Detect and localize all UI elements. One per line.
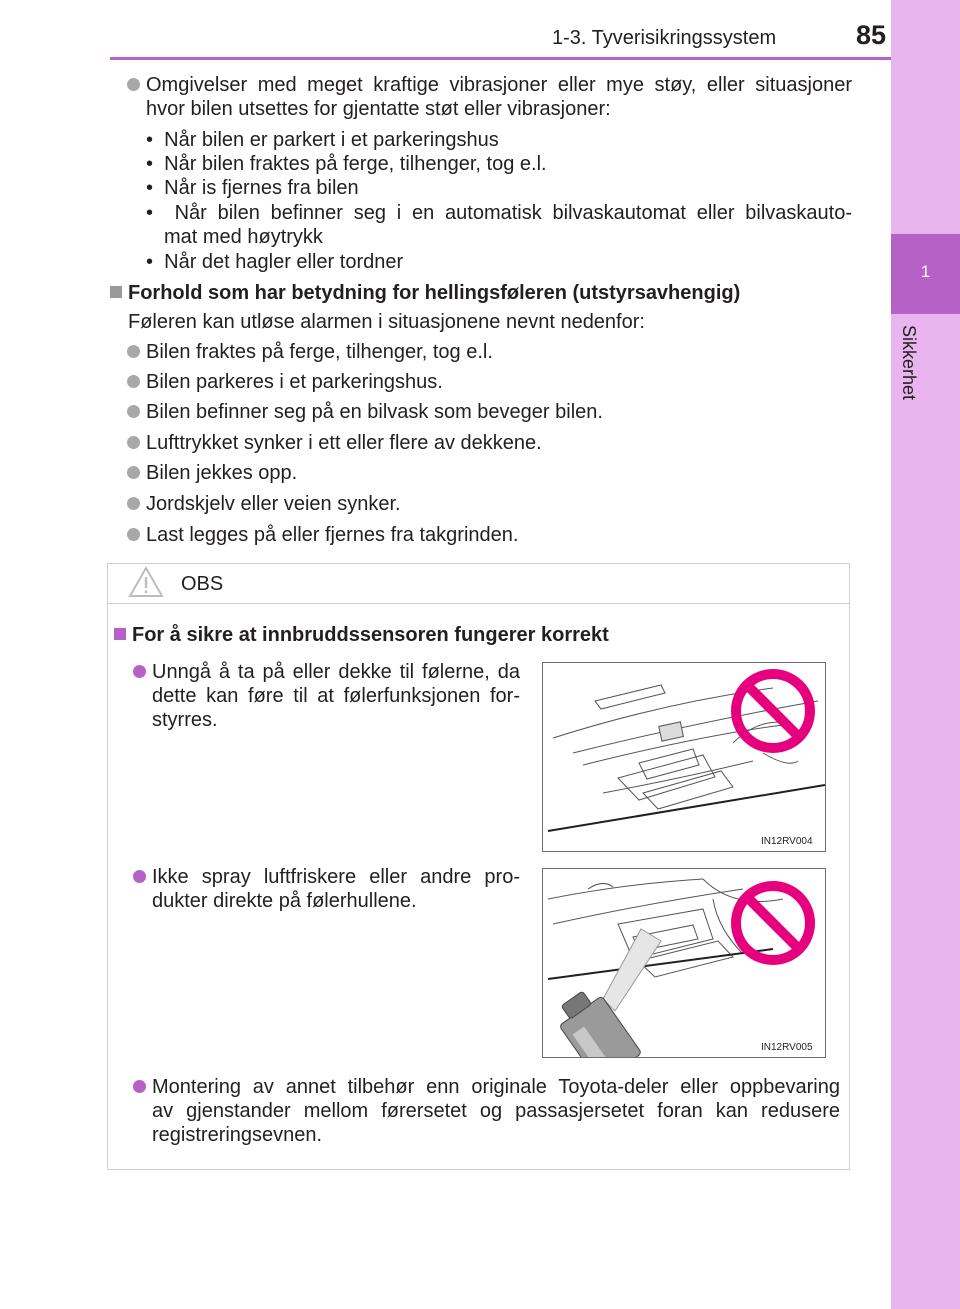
chapter-number: 1 [920,262,931,281]
bullet-icon [127,436,140,449]
list-item: Bilen parkeres i et parkeringshus. [127,370,443,394]
square-icon [114,628,126,640]
caution-item-line: registreringsevnen. [152,1124,323,1146]
caution-item-line: dukter direkte på følerhullene. [152,890,417,912]
caution-item: Montering av annet tilbehør enn originale Toyota-deler eller oppbevaring [133,1075,840,1099]
section-heading: Forhold som har betydning for hellingsføleren (utstyrsavhengig) [110,281,740,305]
bullet-icon [127,345,140,358]
bullet-icon [127,375,140,388]
caution-label: OBS [181,573,224,595]
list-item: Bilen fraktes på ferge, tilhenger, tog e.l. [127,340,493,364]
caution-item-line: av gjenstander mellom førersetet og passasjersetet foran kan redusere [152,1100,840,1122]
section-title: 1-3. Tyverisikringssystem [552,27,777,49]
dash-item-cont: mat med høytrykk [164,226,323,248]
caution-divider [108,603,849,604]
dash-item: • Når bilen befinner seg i en automatisk bilvaskautomat eller bilvaskauto- [146,202,852,224]
intro-bullet-line2: hvor bilen utsettes for gjentatte støt eller vibrasjoner: [146,98,611,120]
dash-item: • Når bilen er parkert i et parkeringshus [146,129,499,151]
caution-item-line: dette kan føre til at følerfunksjonen for- [152,685,520,707]
caution-item: Unngå å ta på eller dekke til følerne, da [133,660,520,684]
overhead-console-illustration [543,663,825,851]
caution-heading: For å sikre at innbruddssensoren fungerer korrekt [114,623,609,647]
warning-triangle-icon [128,566,164,598]
figure-code: IN12RV005 [761,1042,813,1053]
chapter-strip [891,0,960,1309]
bullet-icon [127,528,140,541]
square-icon [110,286,122,298]
dash-item: • Når bilen fraktes på ferge, tilhenger, tog e.l. [146,153,547,175]
intro-bullet: Omgivelser med meget kraftige vibrasjoner eller mye støy, eller situasjoner [127,73,852,97]
bullet-icon [127,497,140,510]
list-item: Bilen befinner seg på en bilvask som beveger bilen. [127,400,603,424]
list-item: Last legges på eller fjernes fra takgrinden. [127,523,518,547]
section-intro: Føleren kan utløse alarmen i situasjonene nevnt nedenfor: [128,311,645,333]
bullet-icon [127,78,140,91]
chapter-label: Sikkerhet [899,325,919,401]
dash-item: • Når det hagler eller tordner [146,251,404,273]
spray-can-illustration [543,869,825,1057]
figure-sensor-cover [542,662,826,852]
bullet-icon [127,405,140,418]
caution-item-line: styrres. [152,709,218,731]
figure-code: IN12RV004 [761,836,813,847]
list-item: Jordskjelv eller veien synker. [127,492,401,516]
caution-item: Ikke spray luftfriskere eller andre pro- [133,865,520,889]
bullet-icon [133,870,146,883]
dash-item: • Når is fjernes fra bilen [146,177,359,199]
figure-spray [542,868,826,1058]
list-item: Lufttrykket synker i ett eller flere av dekkene. [127,431,542,455]
bullet-icon [133,1080,146,1093]
header-rule [110,57,891,60]
page-number: 85 [855,20,886,50]
bullet-icon [127,466,140,479]
bullet-icon [133,665,146,678]
list-item: Bilen jekkes opp. [127,461,297,485]
